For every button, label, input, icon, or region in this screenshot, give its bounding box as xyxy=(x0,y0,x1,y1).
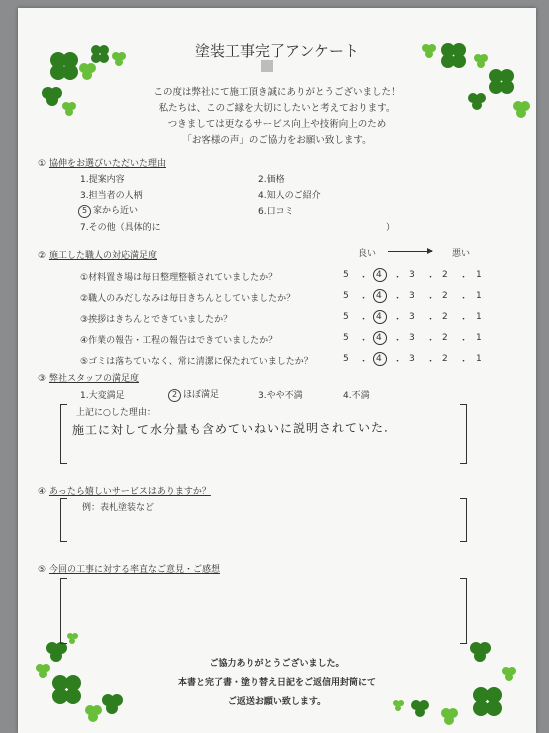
scale-bad-label: 悪い xyxy=(452,249,471,259)
q1-option-4[interactable]: 4.知人のご紹介 xyxy=(258,191,321,201)
q2-question-label: ⑤ゴミは落ちていなく、常に清潔に保たれていましたか？ xyxy=(80,357,313,367)
rating-separator: ・ xyxy=(393,336,403,346)
intro-line-2: 私たちは、このご縁を大切にしたいと考えております。 xyxy=(158,103,396,114)
q2-question-label: ④作業の報告・工程の報告はできていましたか？ xyxy=(80,336,278,346)
q4-title: あったら嬉しいサービスはありますか？ xyxy=(48,487,211,497)
rating-separator: ・ xyxy=(359,336,369,346)
q3-reason-label: 上記に○した理由： xyxy=(76,408,156,418)
rating-option-2[interactable]: 2 xyxy=(442,270,448,280)
rating-selected-circle xyxy=(373,352,387,366)
q4-number: ④ xyxy=(38,487,47,497)
q1-option-5-label: 家から近い xyxy=(93,206,139,216)
redacted-mark xyxy=(261,60,273,72)
rating-selected-circle xyxy=(373,289,387,303)
rating-selected-circle xyxy=(373,268,387,282)
q1-title: 協伸をお選びいただいた理由 xyxy=(48,159,166,169)
q3-handwritten-answer[interactable]: 施工に対して水分量も含めていねいに説明されていた. xyxy=(71,420,389,438)
rating-separator: ・ xyxy=(426,336,436,346)
q1-option-1[interactable]: 1.提案内容 xyxy=(80,175,125,185)
rating-option-2[interactable]: 2 xyxy=(442,312,448,322)
rating-separator: ・ xyxy=(426,357,436,367)
q5-heading xyxy=(38,562,220,575)
rating-option-4[interactable]: 4 xyxy=(376,354,382,364)
rating-separator: ・ xyxy=(359,294,369,304)
q3-option-2-label: ほぼ満足 xyxy=(183,390,220,400)
rating-option-1[interactable]: 1 xyxy=(476,354,482,364)
rating-separator: ・ xyxy=(359,315,369,325)
q3-heading xyxy=(38,371,139,384)
q3-option-4[interactable]: 4.不満 xyxy=(343,391,370,401)
rating-option-1[interactable]: 1 xyxy=(476,270,482,280)
survey-sheet xyxy=(18,8,536,733)
q5-box-right-bracket xyxy=(460,578,467,644)
rating-option-1[interactable]: 1 xyxy=(476,333,482,343)
q1-other-close-paren: ） xyxy=(386,223,396,233)
q1-option-3[interactable]: 3.担当者の人柄 xyxy=(80,191,143,201)
rating-option-3[interactable]: 3 xyxy=(409,333,415,343)
rating-option-2[interactable]: 2 xyxy=(442,333,448,343)
q4-heading xyxy=(38,484,211,497)
q3-option-1[interactable]: 1.大変満足 xyxy=(80,391,125,401)
q1-option-5[interactable] xyxy=(78,203,138,218)
rating-option-3[interactable]: 3 xyxy=(409,291,415,301)
rating-option-2[interactable]: 2 xyxy=(442,291,448,301)
q2-number: ② xyxy=(38,251,47,261)
rating-separator: ・ xyxy=(393,294,403,304)
footer-thanks: ご協力ありがとうございました。 xyxy=(209,659,345,669)
scale-good-label: 良い xyxy=(358,249,377,259)
rating-separator: ・ xyxy=(426,273,436,283)
page-title: 塗装工事完了アンケート xyxy=(194,42,360,60)
rating-separator: ・ xyxy=(393,315,403,325)
rating-separator: ・ xyxy=(459,294,469,304)
rating-option-1[interactable]: 1 xyxy=(476,291,482,301)
q3-number: ③ xyxy=(38,374,47,384)
rating-separator: ・ xyxy=(459,273,469,283)
rating-option-4[interactable]: 4 xyxy=(376,312,382,322)
q1-option-7[interactable]: 7.その他（具体的に xyxy=(80,223,161,233)
footer-instruction: 本書と完了書・塗り替え日記をご返信用封筒にて xyxy=(177,678,376,688)
rating-option-5[interactable]: 5 xyxy=(343,312,349,322)
rating-option-5[interactable]: 5 xyxy=(343,270,349,280)
q4-box-right-bracket xyxy=(460,498,467,542)
rating-option-4[interactable]: 4 xyxy=(376,270,382,280)
q1-option-2[interactable]: 2.価格 xyxy=(258,175,285,185)
q5-title: 今回の工事に対する率直なご意見・ご感想 xyxy=(48,565,220,575)
footer-request: ご返送お願い致します。 xyxy=(227,697,327,707)
rating-selected-circle xyxy=(373,310,387,324)
q2-heading xyxy=(38,248,157,261)
q3-box-right-bracket xyxy=(460,404,467,464)
intro-line-1: この度は弊社にて施工頂き誠にありがとうございました！ xyxy=(153,87,401,98)
q2-title: 施工した職人の対応満足度 xyxy=(48,251,157,261)
rating-option-5[interactable]: 5 xyxy=(343,291,349,301)
rating-option-3[interactable]: 3 xyxy=(409,270,415,280)
rating-separator: ・ xyxy=(359,273,369,283)
q2-question-label: ②職人のみだしなみは毎日きちんとしていましたか？ xyxy=(80,294,296,304)
rating-option-5[interactable]: 5 xyxy=(343,333,349,343)
q3-option-2[interactable] xyxy=(168,387,219,402)
rating-option-3[interactable]: 3 xyxy=(409,312,415,322)
rating-separator: ・ xyxy=(426,294,436,304)
rating-option-4[interactable]: 4 xyxy=(376,291,382,301)
q1-option-6[interactable]: 6.口コミ xyxy=(258,207,294,217)
scale-arrow xyxy=(388,251,432,252)
q5-answer-area[interactable] xyxy=(70,580,455,640)
q1-heading xyxy=(38,156,166,169)
rating-separator: ・ xyxy=(459,336,469,346)
rating-separator: ・ xyxy=(426,315,436,325)
q2-question-label: ①材料置き場は毎日整理整頓されていましたか？ xyxy=(80,273,278,283)
q3-selected-circle: 2 xyxy=(168,389,181,402)
q5-number: ⑤ xyxy=(38,565,47,575)
q3-title: 弊社スタッフの満足度 xyxy=(48,374,139,384)
q4-box-left-bracket xyxy=(60,498,67,542)
rating-option-3[interactable]: 3 xyxy=(409,354,415,364)
rating-option-5[interactable]: 5 xyxy=(343,354,349,364)
q3-option-3[interactable]: 3.やや不満 xyxy=(258,391,303,401)
rating-separator: ・ xyxy=(359,357,369,367)
q1-number: ① xyxy=(38,159,47,169)
rating-separator: ・ xyxy=(459,315,469,325)
rating-selected-circle xyxy=(373,331,387,345)
q5-box-left-bracket xyxy=(60,578,67,644)
rating-option-1[interactable]: 1 xyxy=(476,312,482,322)
intro-line-4: 「お客様の声」のご協力をお願い致します。 xyxy=(182,135,372,146)
rating-option-4[interactable]: 4 xyxy=(376,333,382,343)
rating-separator: ・ xyxy=(393,357,403,367)
q1-selected-circle: 5 xyxy=(78,205,91,218)
rating-separator: ・ xyxy=(393,273,403,283)
rating-option-2[interactable]: 2 xyxy=(442,354,448,364)
q4-example[interactable]: 例：表札塗装など xyxy=(82,503,155,513)
rating-separator: ・ xyxy=(459,357,469,367)
q3-box-left-bracket xyxy=(60,404,67,464)
q2-question-label: ③挨拶はきちんとできていましたか？ xyxy=(80,315,233,325)
intro-line-3: つきましては更なるサービス向上や技術向上のため xyxy=(167,119,387,130)
